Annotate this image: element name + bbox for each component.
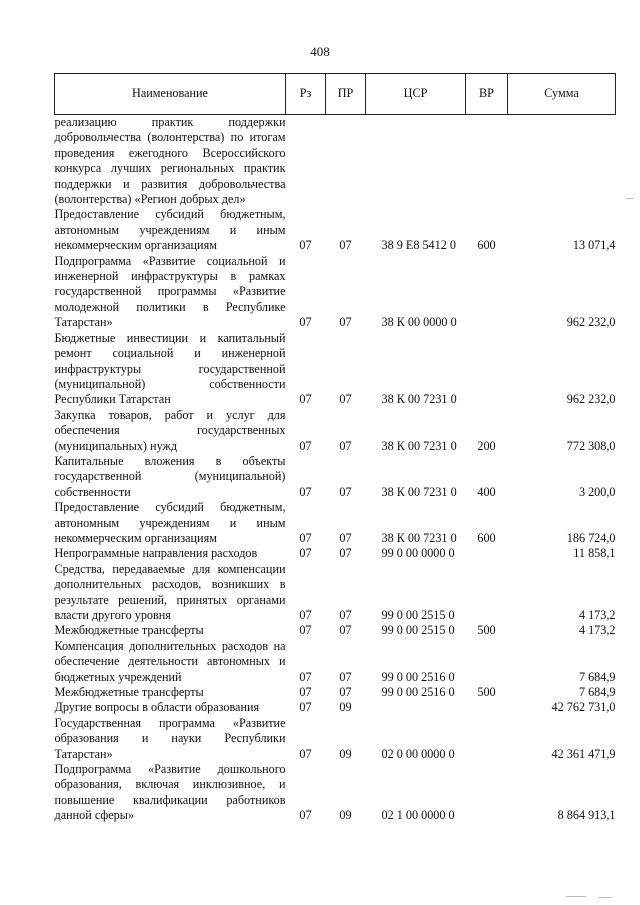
cell-pr: 09 (339, 746, 352, 761)
cell-pr: 07 (339, 623, 352, 638)
cell-name: реализацию практик поддержки добровольчества (волонтерства) по итогам проведения ежегодного Всероссийского конкурса лучших региональных практик поддержки и развития добровольчества (волонтерства) «Регион добрых дел» (54, 115, 286, 207)
cell-rz: 07 (299, 484, 312, 499)
cell-sum: 962 232,0 (566, 315, 616, 330)
cell-rz: 07 (299, 746, 312, 761)
cell-name: Другие вопросы в области образования (54, 700, 260, 715)
cell-sum: 42 361 471,9 (551, 746, 616, 761)
cell-sum: 8 864 913,1 (557, 808, 616, 823)
table-row (55, 115, 616, 208)
cell-vr: 500 (477, 685, 496, 700)
cell-sum: 186 724,0 (566, 530, 616, 545)
cell-csr (366, 700, 466, 715)
cell-csr: 02 0 00 0000 0 (381, 746, 455, 761)
cell-csr: 38 К 00 7231 0 (381, 438, 457, 453)
cell-vr: 500 (477, 623, 496, 638)
cell-pr: 07 (339, 315, 352, 330)
table-row (55, 546, 616, 561)
budget-table (54, 73, 616, 824)
cell-sum: 7 684,9 (578, 669, 616, 684)
cell-rz: 07 (299, 530, 312, 545)
cell-csr: 99 0 00 2516 0 (381, 685, 455, 700)
cell-pr: 07 (339, 484, 352, 499)
cell-csr: 38 К 00 7231 0 (381, 392, 457, 407)
scan-mark (566, 896, 586, 897)
cell-csr: 02 1 00 0000 0 (381, 808, 455, 823)
cell-name: Закупка товаров, работ и услуг для обеспечения государственных (муниципальных) нужд (54, 407, 286, 453)
cell-name: Межбюджетные трансферты (54, 685, 204, 700)
cell-vr: 600 (477, 238, 496, 253)
table-row (55, 685, 616, 700)
header-name: Наименование (55, 74, 286, 115)
cell-pr: 07 (339, 685, 352, 700)
cell-vr (466, 700, 508, 715)
cell-sum: 962 232,0 (566, 392, 616, 407)
cell-rz: 07 (299, 546, 312, 561)
header-rz: Рз (286, 74, 326, 115)
cell-rz: 07 (299, 669, 312, 684)
cell-name: Предоставление субсидий бюджетным, автономным учреждениям и иным некоммерческим организациям (54, 207, 286, 253)
header-sum: Сумма (508, 74, 616, 115)
cell-name: Подпрограмма «Развитие социальной и инженерной инфраструктуры в рамках государственной программы «Развитие молодежной политики в Республике Татарстан» (54, 253, 286, 330)
cell-vr (466, 639, 508, 685)
cell-rz: 07 (299, 700, 312, 715)
table-row (55, 562, 616, 624)
cell-sum: 4 173,2 (578, 623, 616, 638)
cell-rz: 07 (299, 392, 312, 407)
cell-vr (466, 762, 508, 824)
cell-pr: 09 (339, 808, 352, 823)
cell-csr: 38 9 Е8 5412 0 (381, 238, 456, 253)
table-row (55, 331, 616, 408)
cell-name: Предоставление субсидий бюджетным, автономным учреждениям и иным некоммерческим организациям (54, 500, 286, 545)
cell-csr: 38 К 00 0000 0 (381, 315, 457, 330)
cell-rz: 07 (299, 315, 312, 330)
cell-name: Непрограммные направления расходов (54, 546, 258, 561)
scan-mark (598, 897, 612, 898)
cell-csr: 99 0 00 2516 0 (381, 669, 455, 684)
table-row (55, 500, 616, 546)
cell-pr (326, 115, 366, 208)
cell-pr: 07 (339, 438, 352, 453)
cell-vr (466, 254, 508, 331)
cell-vr (466, 716, 508, 762)
cell-sum: 772 308,0 (566, 438, 616, 453)
table-row (55, 762, 616, 824)
table-row (55, 454, 616, 500)
cell-vr (466, 546, 508, 561)
cell-sum: 3 200,0 (578, 484, 616, 499)
cell-csr: 99 0 00 0000 0 (381, 546, 455, 561)
cell-name: Капитальные вложения в объекты государственной (муниципальной) собственности (54, 453, 286, 499)
cell-name: Бюджетные инвестиции и капитальный ремонт социальной и инженерной инфраструктуры государственной (муниципальной) собственности Республики Татарстан (54, 330, 286, 407)
cell-name: Компенсация дополнительных расходов на обеспечение деятельности автономных и бюджетных учреждений (54, 638, 286, 684)
table-row (55, 207, 616, 253)
cell-pr: 07 (339, 608, 352, 622)
cell-name: Подпрограмма «Развитие дошкольного образования, включая инклюзивное, и повышение квалификации работников данной сферы» (54, 762, 286, 823)
table-header-row (55, 74, 616, 115)
table-row (55, 700, 616, 715)
cell-pr: 07 (339, 546, 352, 561)
cell-csr: 38 К 00 7231 0 (381, 484, 457, 499)
cell-vr (466, 562, 508, 624)
cell-rz: 07 (299, 623, 312, 638)
cell-rz: 07 (299, 608, 312, 622)
header-pr: ПР (326, 74, 366, 115)
table-row (55, 254, 616, 331)
cell-name: Межбюджетные трансферты (54, 623, 204, 638)
cell-vr: 400 (477, 484, 496, 499)
cell-sum: 7 684,9 (578, 685, 616, 700)
cell-name: Государственная программа «Развитие образования и науки Республики Татарстан» (54, 715, 286, 761)
cell-rz (286, 115, 326, 208)
header-vr: ВР (466, 74, 508, 115)
cell-rz: 07 (299, 438, 312, 453)
cell-csr: 38 К 00 7231 0 (381, 530, 457, 545)
cell-pr: 07 (339, 530, 352, 545)
cell-vr: 600 (477, 530, 496, 545)
page-number: 408 (310, 44, 330, 59)
table-body (55, 115, 616, 824)
cell-sum: 42 762 731,0 (551, 700, 616, 715)
cell-vr (466, 115, 508, 208)
cell-sum: 13 071,4 (572, 238, 616, 253)
cell-csr: 99 0 00 2515 0 (381, 608, 455, 622)
cell-rz: 07 (299, 685, 312, 700)
cell-vr (466, 331, 508, 408)
cell-vr: 200 (477, 438, 496, 453)
cell-csr: 99 0 00 2515 0 (381, 623, 455, 638)
table-row (55, 639, 616, 685)
cell-pr: 07 (339, 669, 352, 684)
scan-mark (626, 198, 634, 199)
cell-rz: 07 (299, 808, 312, 823)
header-csr: ЦСР (366, 74, 466, 115)
cell-sum (508, 115, 616, 208)
cell-sum: 11 858,1 (573, 546, 616, 561)
table-row (55, 716, 616, 762)
table-row (55, 623, 616, 638)
cell-pr: 09 (339, 700, 352, 715)
cell-pr: 07 (339, 392, 352, 407)
cell-name: Средства, передаваемые для компенсации дополнительных расходов, возникших в результате решений, принятых органами власти другого уровня (54, 561, 286, 622)
table-row (55, 408, 616, 454)
cell-rz: 07 (299, 238, 312, 253)
cell-csr (366, 115, 466, 208)
cell-sum: 4 173,2 (578, 608, 616, 622)
cell-pr: 07 (339, 238, 352, 253)
